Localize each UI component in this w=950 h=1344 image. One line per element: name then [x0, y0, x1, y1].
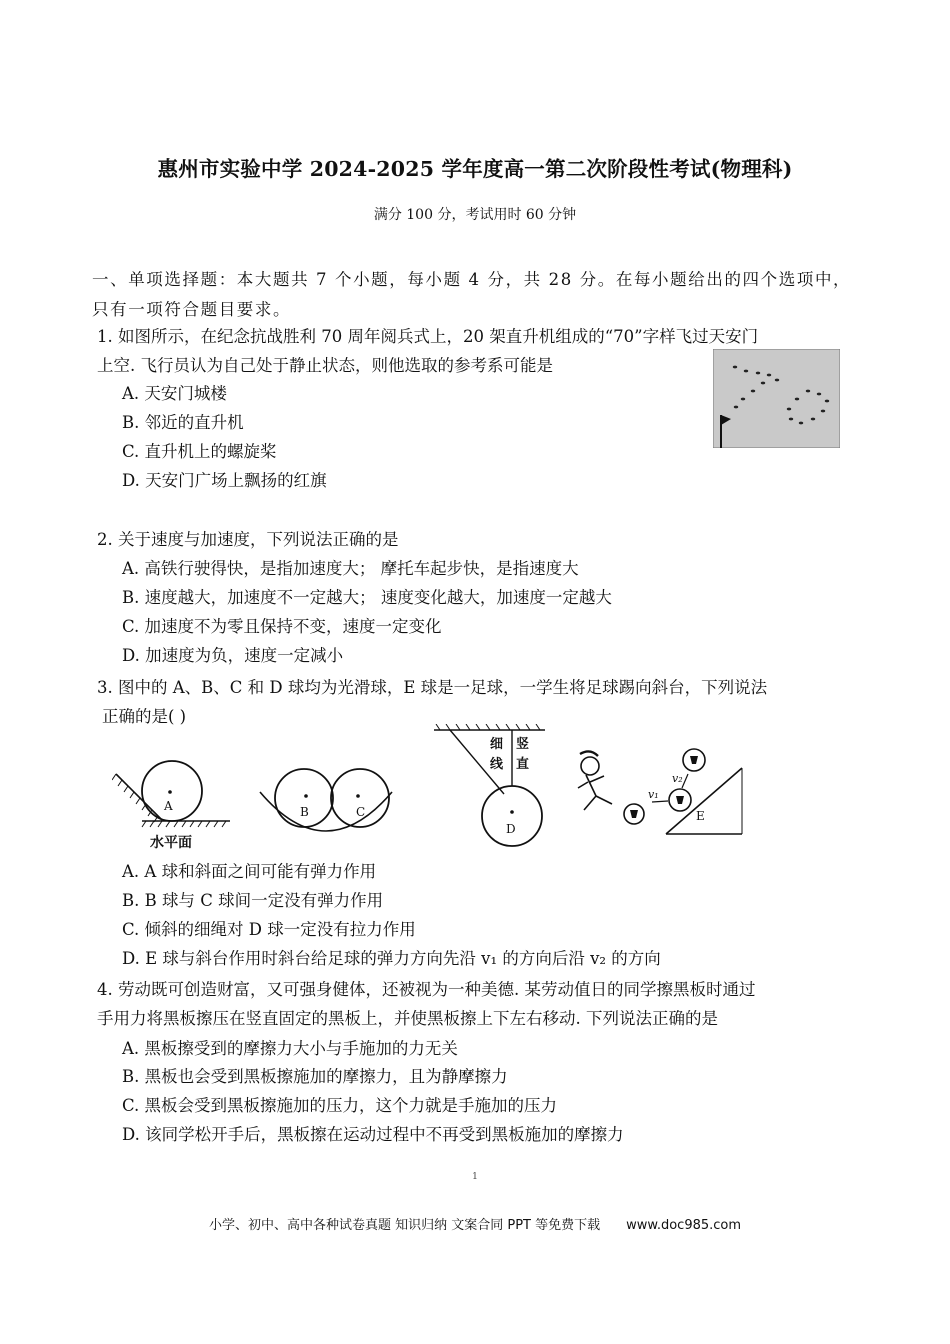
q4-option-c: C. 黑板会受到黑板擦施加的压力，这个力就是手施加的压力	[122, 1096, 558, 1115]
page-number: 1	[472, 1172, 478, 1182]
q3-option-c: C. 倾斜的细绳对 D 球一定没有拉力作用	[122, 920, 416, 939]
kicker-figure	[578, 751, 612, 810]
q1-stem-line2: 上空. 飞行员认为自己处于静止状态，则他选取的参考系可能是	[97, 356, 553, 375]
label-vertical-2: 直	[516, 757, 530, 772]
q4-option-d: D. 该同学松开手后，黑板擦在运动过程中不再受到黑板施加的摩擦力	[122, 1125, 624, 1144]
label-vertical-1: 竖	[516, 737, 530, 752]
q4-stem-line1: 4. 劳动既可创造财富，又可强身健体，还被视为一种美德. 某劳动值日的同学擦黑板时通过	[97, 980, 756, 999]
q4-option-a: A. 黑板擦受到的摩擦力大小与手施加的力无关	[122, 1039, 458, 1058]
section-heading-line1: 一、单项选择题：本大题共 7 个小题，每小题 4 分，共 28 分。在每小题给出的四个选项中，	[92, 270, 852, 289]
soccer-ball-e	[669, 789, 691, 811]
label-d: D	[506, 822, 516, 836]
q1-stem-line1: 1. 如图所示，在纪念抗战胜利 70 周年阅兵式上，20 架直升机组成的“70”字样飞过天安门	[97, 327, 759, 346]
q1-option-b: B. 邻近的直升机	[122, 413, 244, 432]
page-title: 惠州市实验中学 2024-2025 学年度高一第二次阶段性考试(物理科)	[157, 157, 793, 181]
label-b: B	[300, 805, 309, 819]
q3-option-a: A. A 球和斜面之间可能有弹力作用	[122, 862, 377, 881]
label-v2: v₂	[672, 772, 683, 785]
q4-stem-line2: 手用力将黑板擦压在竖直固定的黑板上，并使黑板擦上下左右移动. 下列说法正确的是	[97, 1009, 718, 1028]
q1-option-a: A. 天安门城楼	[122, 384, 227, 403]
label-thin-rope-1: 细	[490, 737, 504, 752]
label-e: E	[696, 809, 705, 823]
figure-balls-b-c	[256, 762, 396, 836]
figure-ball-e	[574, 744, 744, 836]
label-a: A	[164, 799, 173, 813]
q2-option-b: B. 速度越大，加速度不一定越大； 速度变化越大，加速度一定越大	[122, 588, 612, 607]
section-heading-line2: 只有一项符合题目要求。	[92, 300, 292, 319]
q1-option-c: C. 直升机上的螺旋桨	[122, 442, 277, 461]
footer-bar	[0, 1214, 950, 1233]
q3-option-d: D. E 球与斜台作用时斜台给足球的弹力方向先沿 v₁ 的方向后沿 v₂ 的方向	[122, 949, 661, 968]
q4-option-b: B. 黑板也会受到黑板擦施加的摩擦力，且为静摩擦力	[122, 1067, 508, 1086]
label-thin-rope-2: 线	[490, 757, 504, 772]
label-v1: v₁	[648, 788, 659, 801]
page-subtitle: 满分 100 分，考试用时 60 分钟	[373, 207, 577, 223]
q2-stem: 2. 关于速度与加速度，下列说法正确的是	[97, 530, 399, 549]
figure-ball-a	[112, 758, 232, 852]
q3-stem-line2: 正确的是( )	[102, 707, 187, 726]
helicopter-formation-photo	[713, 349, 840, 448]
q2-option-a: A. 高铁行驶得快，是指加速度大； 摩托车起步快，是指速度大	[122, 559, 579, 578]
q2-option-c: C. 加速度不为零且保持不变，速度一定变化	[122, 617, 442, 636]
soccer-ball-kick	[624, 804, 644, 824]
figure-ball-d	[430, 724, 555, 849]
q3-stem-line1: 3. 图中的 A、B、C 和 D 球均为光滑球，E 球是一足球，一学生将足球踢向斜台，下列说法	[97, 678, 768, 697]
footer-url[interactable]: www.doc985.com	[626, 1218, 742, 1233]
q3-option-b: B. B 球与 C 球间一定没有弹力作用	[122, 891, 384, 910]
label-c: C	[356, 805, 366, 819]
q1-option-d: D. 天安门广场上飘扬的红旗	[122, 471, 327, 490]
footer-text: 小学、初中、高中各种试卷真题 知识归纳 文案合同 PPT 等免费下载	[208, 1218, 601, 1233]
label-ground: 水平面	[150, 835, 192, 851]
soccer-ball-top	[683, 749, 705, 771]
q2-option-d: D. 加速度为负，速度一定减小	[122, 646, 344, 665]
